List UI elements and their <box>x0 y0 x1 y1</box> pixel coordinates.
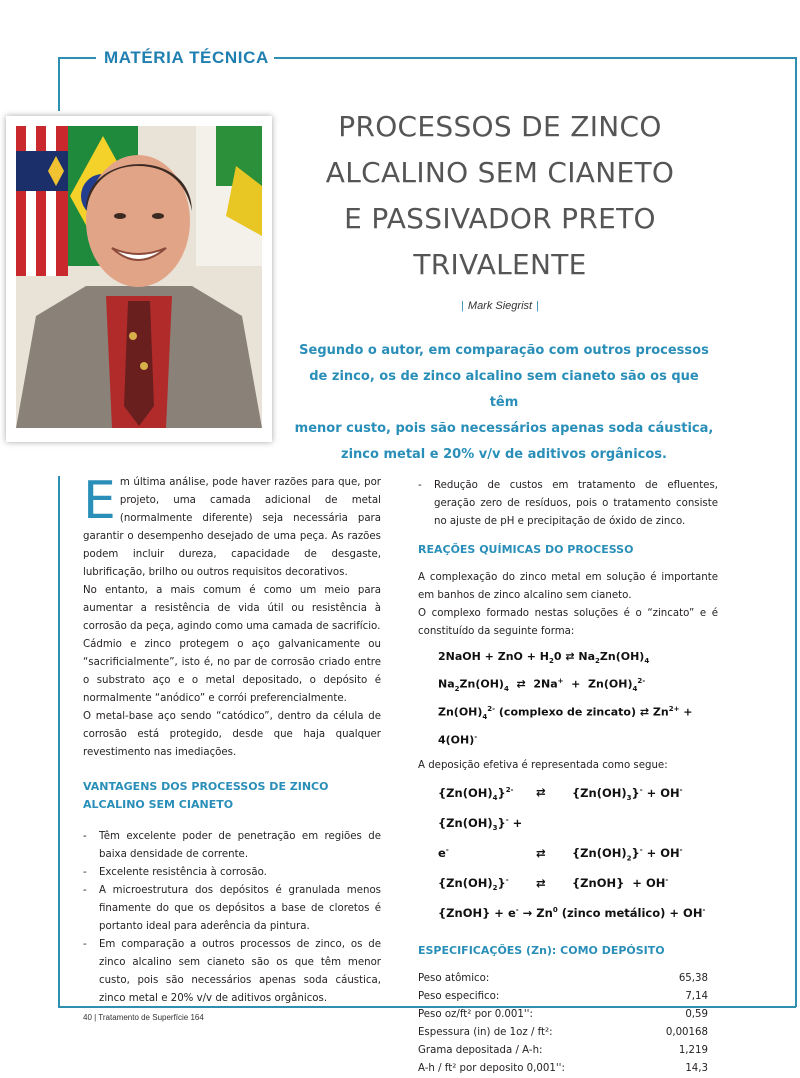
author-byline <box>300 300 700 312</box>
title-line: E PASSIVADOR PRETO <box>344 202 656 235</box>
frame-left-top-line <box>58 57 60 111</box>
equation: 2NaOH + ZnO + $H_20$ ⇄ $Na_2Zn(OH)_4$ <box>438 650 650 666</box>
section-heading: VANTAGENS DOS PROCESSOS DE ZINCO ALCALINO SEM CIANETO <box>83 780 329 811</box>
lead-line: zinco metal e 20% v/v de aditivos orgânicos. <box>341 447 667 462</box>
deposition-equations <box>418 779 718 924</box>
body-paragraph: O metal-base aço sendo “catódico”, dentro da célula de corrosão está protegido, desde que haja qualquer revestimento nas imediações. <box>83 711 381 758</box>
right-column <box>418 477 718 1078</box>
spec-label: Espessura (in) de 1oz / ft²: <box>418 1026 553 1038</box>
spec-label: A-h / ft² por deposito 0,001'': <box>418 1062 565 1074</box>
spec-value: 14,3 <box>685 1062 708 1074</box>
author-name: Mark Siegrist <box>467 300 533 312</box>
section-heading: ESPECIFICAÇÕES (Zn): COMO DEPÓSITO <box>418 943 665 957</box>
equation: $Na_2Zn(OH)_4$ ⇄ $2Na^+ + Zn(OH)_4^{2-}$ <box>438 677 646 694</box>
body-paragraph <box>83 471 381 582</box>
lead-line: Segundo o autor, em comparação com outros processos <box>299 343 709 358</box>
drop-cap: E <box>83 471 116 531</box>
byline-bar: | <box>461 300 464 312</box>
spec-label: Peso atômico: <box>418 972 490 984</box>
equation: $\{Zn(OH)_3\}^- + e^-$ ⇄ $\{Zn(OH)_2\}^- + OH^-$ <box>438 815 683 862</box>
body-paragraph: No entanto, a mais comum é como um meio para aumentar a resistência de vida útil ou resistência à corrosão da peça, agindo como uma camada de sacrifício. <box>83 585 381 632</box>
spec-value: 1,219 <box>678 1044 708 1056</box>
list-item: - Excelente resistência à corrosão. <box>83 864 381 882</box>
lead-line: menor custo, pois são necessários apenas soda cáustica, <box>294 421 714 436</box>
lead-line: de zinco, os de zinco alcalino sem cianeto são os que têm <box>309 369 699 410</box>
spec-label: Grama depositada / A-h: <box>418 1044 543 1056</box>
section-heading: REAÇÕES QUÍMICAS DO PROCESSO <box>418 543 634 556</box>
spec-value: 0,59 <box>685 1008 708 1020</box>
paragraph-text: m última análise, pode haver razões para que, por projeto, uma camada adicional de metal (normalmente diferente) seja necessária para garantir o desempenho desejado de uma peça. As razões podem incluir dureza, capacidade de desgaste, lubrificação, brilho ou outros requisitos decorativos. <box>83 477 381 578</box>
spec-label: Peso especifico: <box>418 990 500 1002</box>
body-paragraph: Cádmio e zinco protegem o aço galvanicamente ou “sacrificialmente”, isto é, no par de corrosão criado entre o substrato aço e o metal depositado, o depósito é normalmente “anódico” e corrói preferencialmente. <box>83 639 381 704</box>
table-row <box>418 1024 708 1042</box>
list-item: - A microestrutura dos depósitos é granulada menos finamente do que os depósitos a base de cloretos é portanto ideal para aderência da pintura. <box>83 882 381 936</box>
spec-value: 7,14 <box>685 990 708 1002</box>
spec-value: 65,38 <box>678 972 708 984</box>
author-photo <box>6 116 272 442</box>
equation: $\{Zn(OH)_2\}^-$ ⇄ {ZnOH} + OH- <box>438 875 669 893</box>
equation: $\{Zn(OH)_4\}^{2-}$ ⇄ $\{Zn(OH)_3\}^- + OH^-$ <box>438 785 683 802</box>
specs-table <box>418 970 708 1078</box>
list-item: - Em comparação a outros processos de zinco, os de zinco alcalino sem cianeto são os que têm menor custo, pois são necessários apenas soda cáustica, zinco metal e 20% v/v de aditivos orgânicos. <box>83 936 381 1008</box>
page-footer: 40 | Tratamento de Superfície 164 <box>83 1013 204 1022</box>
frame-left-bottom-line <box>58 476 60 1007</box>
list-item: - Redução de custos em tratamento de efluentes, geração zero de resíduos, pois o tratamento consiste no ajuste de pH e precipitação de óxido de zinco. <box>418 477 718 531</box>
body-paragraph: A deposição efetiva é representada como segue: <box>418 759 668 771</box>
equation: $Zn(OH)_4^{2-}$ (complexo de zincato) ⇄ $Zn^{2+} + 4(OH)^-$ <box>438 705 693 747</box>
frame-top-left-line <box>58 57 96 59</box>
section-label: MATÉRIA TÉCNICA <box>104 48 269 67</box>
spec-label: Peso oz/ft² por 0.001'': <box>418 1008 533 1020</box>
lead-paragraph <box>294 338 714 468</box>
title-line: TRIVALENTE <box>413 248 587 281</box>
article-title <box>300 104 700 288</box>
body-paragraph: O complexo formado nestas soluções é o “zincato” e é constituído da seguinte forma: <box>418 608 718 637</box>
table-row <box>418 1042 708 1060</box>
complexation-equations <box>418 647 718 751</box>
title-line: ALCALINO SEM CIANETO <box>325 156 675 189</box>
body-paragraph: A complexação do zinco metal em solução é importante em banhos de zinco alcalino sem cianeto. <box>418 572 718 601</box>
byline-bar: | <box>536 300 539 312</box>
table-row <box>418 1060 708 1078</box>
table-row <box>418 970 708 988</box>
frame-right-line <box>795 57 797 1007</box>
spec-value: 0,00168 <box>665 1026 708 1038</box>
table-row <box>418 1006 708 1024</box>
left-column <box>83 471 381 1008</box>
list-item: - Têm excelente poder de penetração em regiões de baixa densidade de corrente. <box>83 828 381 864</box>
table-row <box>418 988 708 1006</box>
equation: {ZnOH} + $e^- \to Zn^0$ (zinco metálico) + OH- <box>438 905 706 920</box>
title-line: PROCESSOS DE ZINCO <box>338 110 662 143</box>
frame-top-right-line <box>274 57 796 59</box>
